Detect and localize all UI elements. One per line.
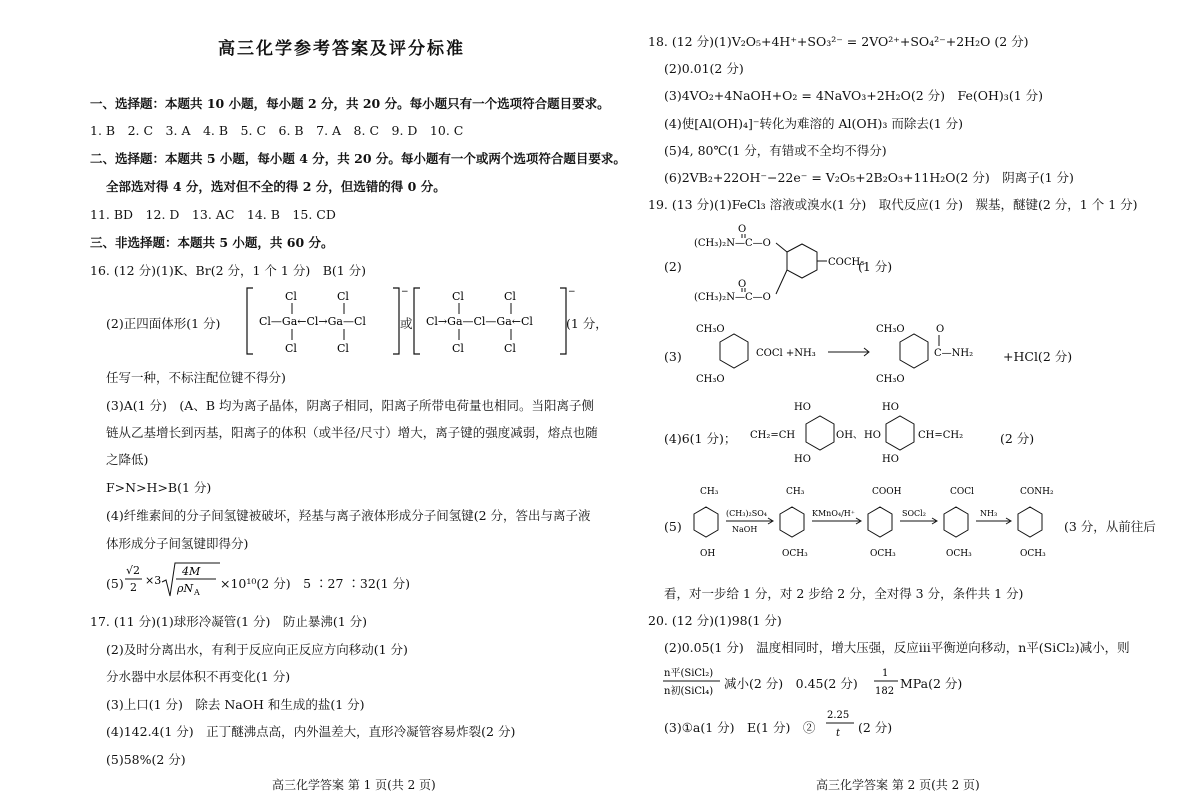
q16-part5-result: ×10¹⁰(2 分) 5 ∶27 ∶32(1 分) <box>220 576 410 591</box>
q16-part5-label: (5) <box>106 576 124 591</box>
svg-text:NaOH: NaOH <box>732 525 758 534</box>
svg-text:2: 2 <box>130 581 137 594</box>
svg-text:CONH₂: CONH₂ <box>1020 487 1054 497</box>
answers-11-15: 11. BD 12. D 13. AC 14. B 15. CD <box>90 207 336 222</box>
section-3-header: 三、非选择题：本题共 5 小题，共 60 分。 <box>90 235 334 250</box>
page-footer-1: 高三化学答案 第 1 页(共 2 页) <box>272 778 436 792</box>
svg-text:2.25: 2.25 <box>827 710 850 721</box>
q19-part4-label: (4)6(1 分)； <box>664 431 737 446</box>
svg-text:O: O <box>738 279 747 290</box>
svg-text:CH₃O: CH₃O <box>876 324 905 335</box>
q19-part2-label: (2) <box>664 259 682 274</box>
q17-part2-b: 分水器中水层体积不再变化(1 分) <box>106 669 291 684</box>
page-2 <box>600 0 1200 803</box>
svg-text:KMnO₄/H⁺: KMnO₄/H⁺ <box>812 509 855 518</box>
q16-part5-formula <box>124 560 222 604</box>
q16-part4-line2: 体形成分子间氢键即得分) <box>106 536 249 551</box>
svg-text:COCH₃: COCH₃ <box>828 257 865 268</box>
q16-part2: (2)正四面体形(1 分) <box>106 316 221 331</box>
svg-text:Cl: Cl <box>337 342 349 355</box>
q19-part1: 19. (13 分)(1)FeCl₃ 溶液或溴水(1 分) 取代反应(1 分) 羰基，醚键(2 分，1 个 1 分) <box>648 197 1138 212</box>
q17-part5: (5)58%(2 分) <box>106 752 186 767</box>
svg-text:×3: ×3 <box>145 574 162 587</box>
svg-text:HO: HO <box>794 402 811 413</box>
q20-part2: (2)0.05(1 分) 温度相同时，增大压强，反应ⅲ平衡逆向移动，n平(SiCl₂)减小，则 <box>664 640 1130 655</box>
q18-part2: (2)0.01(2 分) <box>664 61 744 76</box>
q16-or: 或 <box>400 316 413 331</box>
q19-part3-label: (3) <box>664 349 682 364</box>
svg-text:C—NH₂: C—NH₂ <box>934 348 974 359</box>
q19-part4-structures <box>750 400 1000 466</box>
svg-text:O: O <box>738 224 747 235</box>
q18-part5: (5)4, 80℃(1 分，有错或不全均不得分) <box>664 143 887 158</box>
svg-text:HO: HO <box>882 402 899 413</box>
svg-text:OH、: OH、 <box>836 430 863 441</box>
svg-text:COCl: COCl <box>950 487 975 497</box>
q18-part6: (6)2VB₂+22OH⁻−22e⁻ = V₂O₅+2B₂O₃+11H₂O(2 分) 阴离子(1 分) <box>664 170 1074 185</box>
q20-part2-c: MPa(2 分) <box>900 676 963 691</box>
svg-text:A: A <box>194 588 200 597</box>
ga2cl7-structure-a <box>245 284 409 359</box>
svg-text:√2: √2 <box>126 564 141 577</box>
svg-text:Cl: Cl <box>285 290 297 303</box>
svg-text:HO: HO <box>882 454 899 465</box>
svg-text:Cl: Cl <box>452 342 464 355</box>
q16-score-note: (1 分， <box>566 316 608 331</box>
svg-text:Cl: Cl <box>337 290 349 303</box>
svg-text:CH₂=CH: CH₂=CH <box>750 430 796 441</box>
page-footer-2: 高三化学答案 第 2 页(共 2 页) <box>816 778 980 792</box>
svg-text:CH₃: CH₃ <box>700 487 719 497</box>
q19-part5-label: (5) <box>664 519 682 534</box>
q16-part2-note: 任写一种，不标注配位键不得分) <box>106 370 286 385</box>
svg-text:OCH₃: OCH₃ <box>1020 549 1046 559</box>
answers-1-10: 1. B 2. C 3. A 4. B 5. C 6. B 7. A 8. C 9. D 10. C <box>90 123 464 138</box>
svg-text:CH=CH₂: CH=CH₂ <box>918 430 964 441</box>
svg-text:CH₃O: CH₃O <box>696 374 725 385</box>
svg-text:(CH₃)₂N—C—O: (CH₃)₂N—C—O <box>694 238 771 249</box>
svg-text:ρN: ρN <box>177 582 194 595</box>
svg-text:CH₃O: CH₃O <box>876 374 905 385</box>
svg-text:1: 1 <box>882 668 889 679</box>
section-2-header: 二、选择题：本题共 5 小题，每小题 4 分，共 20 分。每小题有一个或两个选项符合题目要求。 <box>90 151 626 166</box>
q17-part3: (3)上口(1 分) 除去 NaOH 和生成的盐(1 分) <box>106 697 365 712</box>
q20-part2-ratio <box>662 664 722 700</box>
svg-text:n初(SiCl₄): n初(SiCl₄) <box>664 686 714 697</box>
q19-part2-structure <box>692 220 872 312</box>
q19-part5-route <box>688 484 1088 570</box>
svg-text:(CH₃)₂N—C—O: (CH₃)₂N—C—O <box>694 292 771 303</box>
svg-text:OCH₃: OCH₃ <box>782 549 808 559</box>
svg-text:t: t <box>836 728 841 739</box>
q18-part4: (4)使[Al(OH)₄]⁻转化为难溶的 Al(OH)₃ 而除去(1 分) <box>664 116 964 131</box>
svg-text:HO: HO <box>864 430 881 441</box>
svg-text:Cl: Cl <box>285 342 297 355</box>
svg-text:CH₃: CH₃ <box>786 487 805 497</box>
section-1-header: 一、选择题：本题共 10 小题，每小题 2 分，共 20 分。每小题只有一个选项符合题目要求。 <box>90 96 610 111</box>
q19-part2-score: (1 分) <box>858 259 893 274</box>
svg-text:(CH₃)₂SO₄: (CH₃)₂SO₄ <box>726 509 767 518</box>
q20-part3-score: (2 分) <box>858 720 893 735</box>
svg-text:OCH₃: OCH₃ <box>870 549 896 559</box>
q16-part4-line1: (4)纤维素间的分子间氢键被破坏，羟基与离子液体形成分子间氢键(2 分，答出与离子液 <box>106 508 591 523</box>
svg-text:Cl: Cl <box>504 290 516 303</box>
q20-part3: (3)①a(1 分) E(1 分) ② <box>664 720 816 735</box>
q19-part3-reaction <box>690 318 1000 390</box>
q16-part3-line2: 链从乙基增长到丙基，阳离子的体积（或半径/尺寸）增大，离子键的强度减弱，熔点也随 <box>106 425 598 440</box>
q18-part1: 18. (12 分)(1)V₂O₅+4H⁺+SO₃²⁻ = 2VO²⁺+SO₄²⁻+2H₂O (2 分) <box>648 34 1029 49</box>
q20-part1: 20. (12 分)(1)98(1 分) <box>648 613 782 628</box>
ga2cl7-structure-b <box>412 284 576 359</box>
q17-part1: 17. (11 分)(1)球形冷凝管(1 分) 防止暴沸(1 分) <box>90 614 368 629</box>
svg-text:SOCl₂: SOCl₂ <box>902 509 926 518</box>
q19-part5-note: 看，对一步给 1 分，对 2 步给 2 分，全对得 3 分，条件共 1 分) <box>664 586 1024 601</box>
svg-text:COOH: COOH <box>872 487 902 497</box>
q19-part4-score: (2 分) <box>1000 431 1035 446</box>
svg-text:n平(SiCl₂): n平(SiCl₂) <box>664 668 714 679</box>
q17-part2: (2)及时分离出水，有利于反应向正反应方向移动(1 分) <box>106 642 408 657</box>
svg-text:−: − <box>401 287 409 297</box>
q18-part3: (3)4VO₂+4NaOH+O₂ = 4NaVO₃+2H₂O(2 分) Fe(OH)₃(1 分) <box>664 88 1043 103</box>
svg-text:COCl +NH₃: COCl +NH₃ <box>756 348 816 359</box>
q16-part3-line3: 之降低) <box>106 452 149 467</box>
q19-part5-score: (3 分，从前往后 <box>1064 519 1156 534</box>
svg-text:Cl→Ga—Cl—Ga←Cl: Cl→Ga—Cl—Ga←Cl <box>426 315 533 328</box>
page-title: 高三化学参考答案及评分标准 <box>218 39 465 59</box>
svg-text:Cl—Ga←Cl→Ga—Cl: Cl—Ga←Cl→Ga—Cl <box>259 315 366 328</box>
svg-text:OH: OH <box>700 549 716 559</box>
q17-part4: (4)142.4(1 分) 正丁醚沸点高，内外温差大，直形冷凝管容易炸裂(2 分) <box>106 724 516 739</box>
svg-text:CH₃O: CH₃O <box>696 324 725 335</box>
svg-text:O: O <box>936 324 945 335</box>
q20-part2-fraction <box>872 664 900 700</box>
q19-part3-score: +HCl(2 分) <box>1003 349 1073 364</box>
q16-part3-order: F>N>H>B(1 分) <box>106 480 212 495</box>
section-2-rule: 全部选对得 4 分，选对但不全的得 2 分，但选错的得 0 分。 <box>106 179 446 194</box>
svg-text:OCH₃: OCH₃ <box>946 549 972 559</box>
svg-text:HO: HO <box>794 454 811 465</box>
svg-text:4M: 4M <box>182 565 201 578</box>
svg-text:Cl: Cl <box>504 342 516 355</box>
q16-part3-line1: (3)A(1 分) (A、B 均为离子晶体，阴离子相同，阳离子所带电荷量也相同。当阳离子侧 <box>106 398 594 413</box>
svg-text:182: 182 <box>875 686 895 697</box>
q16-part1: 16. (12 分)(1)K、Br(2 分，1 个 1 分) B(1 分) <box>90 263 367 278</box>
q20-part3-fraction <box>824 706 856 742</box>
q20-part2-b: 减小(2 分) 0.45(2 分) <box>724 676 858 691</box>
svg-text:Cl: Cl <box>452 290 464 303</box>
svg-text:NH₃: NH₃ <box>980 509 998 518</box>
svg-text:−: − <box>568 287 576 297</box>
